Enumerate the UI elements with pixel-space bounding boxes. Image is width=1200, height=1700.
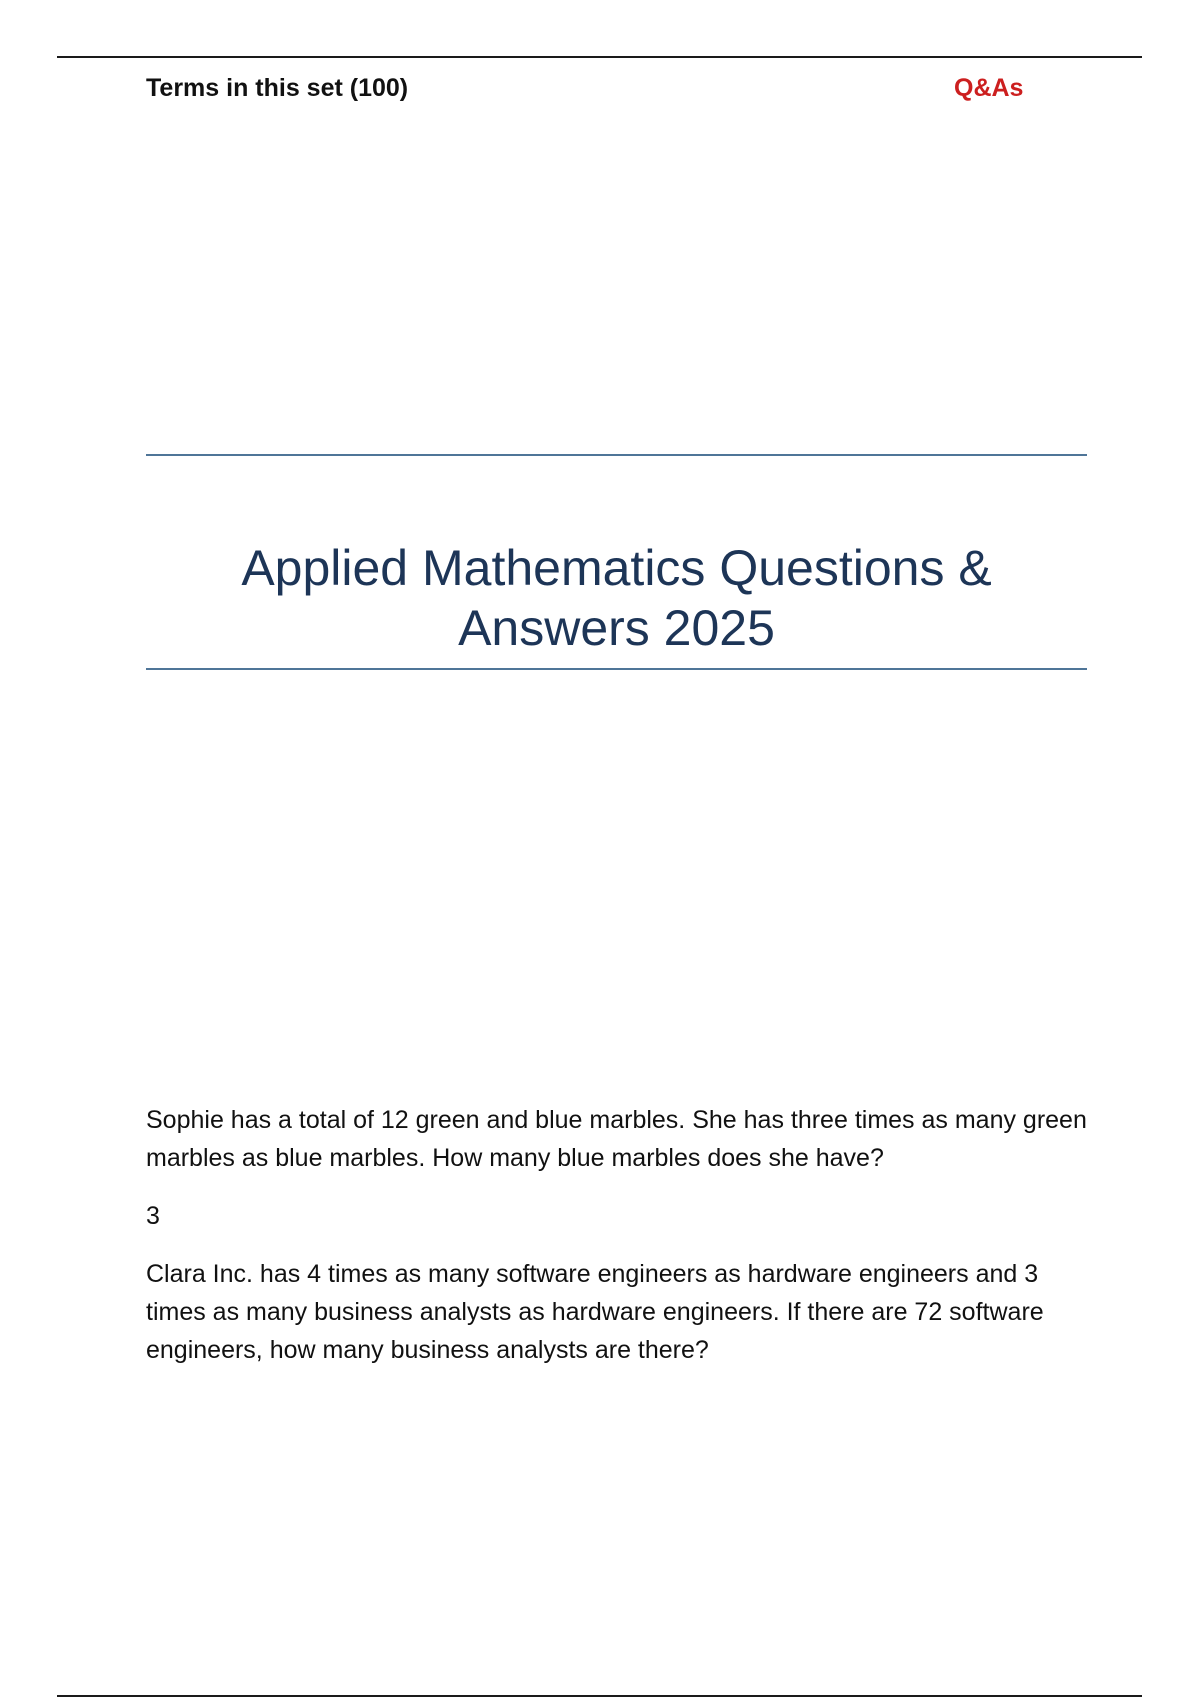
title-rule-bottom: [146, 668, 1087, 670]
terms-count-label: Terms in this set (100): [146, 74, 409, 102]
qas-label: Q&As: [954, 74, 1024, 102]
bottom-rule: [57, 1695, 1142, 1697]
question-1: Sophie has a total of 12 green and blue marbles. She has three times as many green marbles as blue marbles. How many blue marbles does she have?: [146, 1106, 1087, 1172]
title-rule-top: [146, 454, 1087, 456]
top-rule: [57, 56, 1142, 58]
answer-1: 3: [146, 1202, 160, 1230]
question-2: Clara Inc. has 4 times as many software engineers as hardware engineers and 3 times as many business analysts as hardware engineers. If there are 72 software engineers, how many business analysts are there?: [146, 1260, 1044, 1364]
document-title: Applied Mathematics Questions & Answers 2025: [241, 540, 992, 656]
qa-list: [146, 1101, 1091, 1389]
